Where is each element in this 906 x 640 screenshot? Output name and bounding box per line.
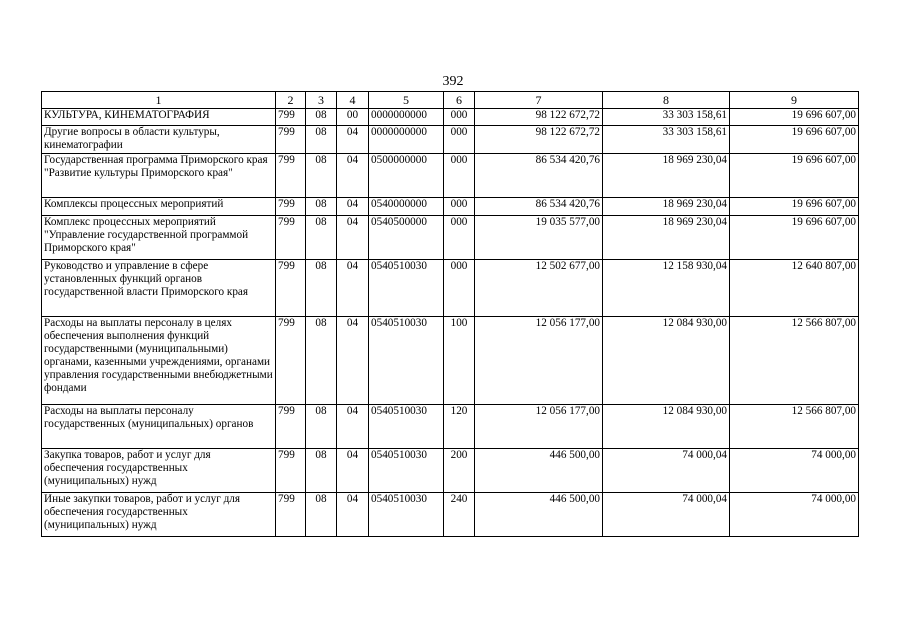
subsection-code-cell: 04 [337,198,369,216]
target-code-cell: 0540510030 [369,317,444,405]
amount-cell: 19 696 607,00 [730,109,859,126]
amount-cell: 98 122 672,72 [475,126,603,154]
amount-cell: 12 640 807,00 [730,260,859,317]
row-name-cell: Другие вопросы в области культуры, кинематографии [42,126,276,154]
amount-cell: 98 122 672,72 [475,109,603,126]
section-code-cell: 08 [306,216,337,260]
row-name-cell: Иные закупки товаров, работ и услуг для обеспечения государственных (муниципальных) нужд [42,493,276,537]
target-code-cell: 0500000000 [369,154,444,198]
amount-cell: 18 969 230,04 [603,216,730,260]
row-name-cell: Расходы на выплаты персоналу в целях обеспечения выполнения функций государственными (муниципальными) органами, казенными учреждениями, органами управления государственными внебюджетными фондами [42,317,276,405]
amount-cell: 12 566 807,00 [730,317,859,405]
section-code-cell: 08 [306,449,337,493]
column-header: 6 [444,92,475,109]
subsection-code-cell: 04 [337,493,369,537]
row-name-cell: КУЛЬТУРА, КИНЕМАТОГРАФИЯ [42,109,276,126]
amount-cell: 18 969 230,04 [603,198,730,216]
admin-code-cell: 799 [276,109,306,126]
target-code-cell: 0540000000 [369,198,444,216]
table-row [42,260,859,317]
amount-cell: 446 500,00 [475,493,603,537]
row-name-cell: Расходы на выплаты персоналу государственных (муниципальных) органов [42,405,276,449]
table-row [42,198,859,216]
column-header: 2 [276,92,306,109]
column-header: 7 [475,92,603,109]
amount-cell: 12 084 930,00 [603,317,730,405]
column-header: 9 [730,92,859,109]
target-code-cell: 0540510030 [369,405,444,449]
table-row [42,216,859,260]
expense-type-cell: 000 [444,198,475,216]
row-name-cell: Государственная программа Приморского края "Развитие культуры Приморского края" [42,154,276,198]
row-name-cell: Комплексы процессных мероприятий [42,198,276,216]
row-name-cell: Закупка товаров, работ и услуг для обеспечения государственных (муниципальных) нужд [42,449,276,493]
amount-cell: 86 534 420,76 [475,154,603,198]
section-code-cell: 08 [306,154,337,198]
expense-type-cell: 240 [444,493,475,537]
amount-cell: 74 000,04 [603,493,730,537]
amount-cell: 19 696 607,00 [730,216,859,260]
expense-type-cell: 200 [444,449,475,493]
section-code-cell: 08 [306,317,337,405]
section-code-cell: 08 [306,405,337,449]
table-row [42,493,859,537]
subsection-code-cell: 04 [337,449,369,493]
column-header: 3 [306,92,337,109]
expense-type-cell: 100 [444,317,475,405]
admin-code-cell: 799 [276,405,306,449]
table-row [42,154,859,198]
subsection-code-cell: 04 [337,405,369,449]
subsection-code-cell: 04 [337,260,369,317]
subsection-code-cell: 00 [337,109,369,126]
expense-type-cell: 000 [444,216,475,260]
amount-cell: 74 000,04 [603,449,730,493]
amount-cell: 19 696 607,00 [730,198,859,216]
target-code-cell: 0540500000 [369,216,444,260]
column-header: 8 [603,92,730,109]
amount-cell: 86 534 420,76 [475,198,603,216]
subsection-code-cell: 04 [337,126,369,154]
admin-code-cell: 799 [276,493,306,537]
target-code-cell: 0540510030 [369,449,444,493]
admin-code-cell: 799 [276,154,306,198]
column-header: 5 [369,92,444,109]
admin-code-cell: 799 [276,126,306,154]
amount-cell: 18 969 230,04 [603,154,730,198]
amount-cell: 19 696 607,00 [730,154,859,198]
section-code-cell: 08 [306,198,337,216]
budget-table [41,91,859,537]
amount-cell: 12 502 677,00 [475,260,603,317]
section-code-cell: 08 [306,260,337,317]
expense-type-cell: 000 [444,154,475,198]
table-row [42,317,859,405]
admin-code-cell: 799 [276,198,306,216]
amount-cell: 12 084 930,00 [603,405,730,449]
table-row [42,126,859,154]
subsection-code-cell: 04 [337,154,369,198]
table-header-row [42,92,859,109]
amount-cell: 19 696 607,00 [730,126,859,154]
target-code-cell: 0000000000 [369,109,444,126]
admin-code-cell: 799 [276,317,306,405]
admin-code-cell: 799 [276,216,306,260]
row-name-cell: Комплекс процессных мероприятий "Управление государственной программой Приморского края" [42,216,276,260]
amount-cell: 19 035 577,00 [475,216,603,260]
column-header: 4 [337,92,369,109]
amount-cell: 74 000,00 [730,493,859,537]
subsection-code-cell: 04 [337,216,369,260]
amount-cell: 12 056 177,00 [475,405,603,449]
table-body [42,109,859,537]
expense-type-cell: 000 [444,260,475,317]
amount-cell: 33 303 158,61 [603,126,730,154]
table-row [42,109,859,126]
page-number: 392 [442,74,464,89]
amount-cell: 33 303 158,61 [603,109,730,126]
section-code-cell: 08 [306,493,337,537]
expense-type-cell: 120 [444,405,475,449]
expense-type-cell: 000 [444,109,475,126]
subsection-code-cell: 04 [337,317,369,405]
amount-cell: 12 056 177,00 [475,317,603,405]
section-code-cell: 08 [306,126,337,154]
amount-cell: 12 566 807,00 [730,405,859,449]
expense-type-cell: 000 [444,126,475,154]
admin-code-cell: 799 [276,260,306,317]
amount-cell: 446 500,00 [475,449,603,493]
row-name-cell: Руководство и управление в сфере установленных функций органов государственной власти Приморского края [42,260,276,317]
column-header: 1 [42,92,276,109]
table-row [42,405,859,449]
target-code-cell: 0000000000 [369,126,444,154]
section-code-cell: 08 [306,109,337,126]
amount-cell: 12 158 930,04 [603,260,730,317]
table-row [42,449,859,493]
target-code-cell: 0540510030 [369,260,444,317]
admin-code-cell: 799 [276,449,306,493]
target-code-cell: 0540510030 [369,493,444,537]
amount-cell: 74 000,00 [730,449,859,493]
